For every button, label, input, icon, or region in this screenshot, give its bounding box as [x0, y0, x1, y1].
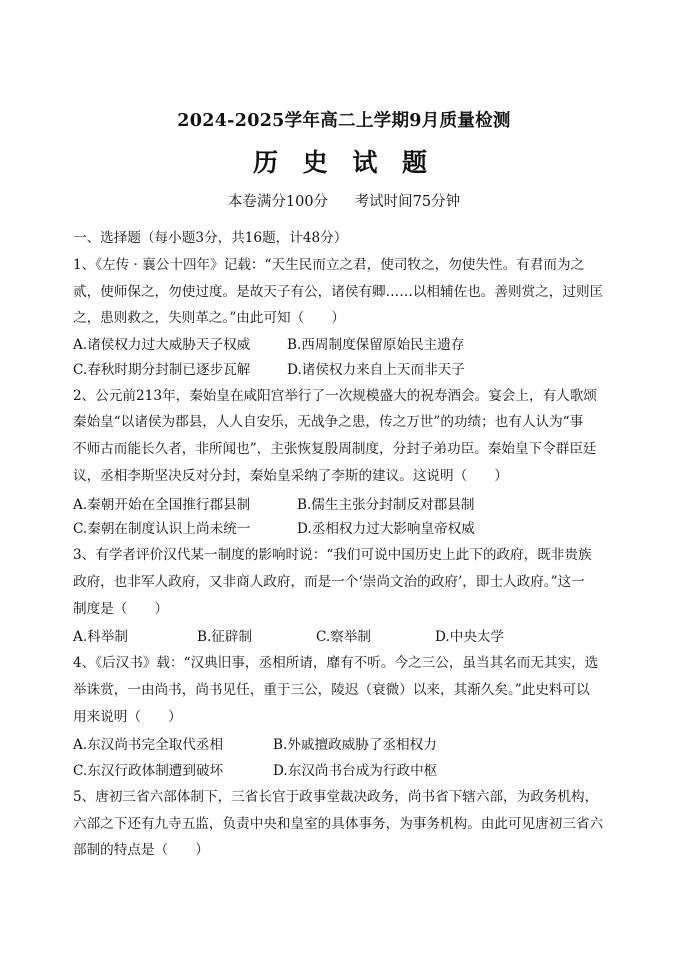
question-2-line-4: 议，丞相李斯坚决反对分封，秦始皇采纳了李斯的建议。这说明（ ）	[73, 468, 508, 484]
question-4-option-d: D.东汉尚书台成为行政中枢	[273, 763, 438, 779]
question-3-option-d: D.中央太学	[435, 629, 505, 645]
question-1-line-1: 1、《左传 · 襄公十四年》记载：“天生民而立之君，使司牧之，勿使失性。有君而为之	[73, 257, 585, 273]
question-5-line-3: 部制的特点是（ ）	[73, 842, 209, 858]
question-4-option-a: A.东汉尚书完全取代丞相	[73, 737, 224, 753]
question-2-line-2: 秦始皇“以诸侯为郡县，人人自安乐，无战争之患，传之万世”的功绩；也有人认为“事	[73, 414, 584, 430]
question-1-option-b: B.西周制度保留原始民主遗存	[287, 337, 465, 353]
question-4-option-c: C.东汉行政体制遭到破坏	[73, 763, 224, 779]
exam-title: 2024-2025学年高二上学期9月质量检测	[177, 111, 511, 131]
question-4-line-1: 4、《后汉书》载：“汉典旧事，丞相所请，靡有不听。今之三公，虽当其名而无其实，选	[73, 655, 599, 671]
question-4-line-2: 举诛赏，一由尚书，尚书见任，重于三公，陵迟（衰微）以来，其渐久矣。”此史料可以	[73, 682, 590, 698]
question-3-option-b: B.征辟制	[197, 629, 253, 645]
exam-time: 考试时间75分钟	[354, 194, 461, 210]
question-3-option-a: A.科举制	[73, 629, 128, 645]
question-1-option-d: D.诸侯权力来自上天而非天子	[287, 362, 465, 378]
question-5-line-1: 5、唐初三省六部体制下，三省长官于政事堂裁决政务，尚书省下辖六部，为政务机构，	[73, 789, 599, 805]
question-1-option-c: C.春秋时期分封制已逐步瓦解	[73, 362, 251, 378]
question-3-line-1: 3、有学者评价汉代某一制度的影响时说：“我们可说中国历史上此下的政府，既非贵族	[73, 547, 592, 563]
question-2-line-1: 2、公元前213年，秦始皇在咸阳宫举行了一次规模盛大的祝寿酒会。宴会上，有人歌颂	[73, 388, 597, 404]
question-1-option-a: A.诸侯权力过大威胁天子权威	[73, 337, 251, 353]
question-3-line-3: 制度是（ ）	[73, 601, 169, 617]
question-4-line-3: 用来说明（ ）	[73, 709, 182, 725]
full-score: 本卷满分100分	[227, 194, 329, 210]
question-5-line-2: 六部之下还有九寺五监，负责中央和皇室的具体事务，为事务机构。由此可见唐初三省六	[73, 816, 604, 832]
question-3-option-c: C.察举制	[316, 629, 372, 645]
question-2-option-a: A.秦朝开始在全国推行郡县制	[73, 497, 251, 513]
section-heading: 一、选择题（每小题3分，共16题，计48分）	[73, 230, 348, 246]
question-2-option-d: D.丞相权力过大影响皇帝权威	[297, 521, 475, 537]
exam-info	[0, 190, 688, 211]
question-2-option-c: C.秦朝在制度认识上尚未统一	[73, 521, 251, 537]
question-4-option-b: B.外戚擅政威胁了丞相权力	[273, 737, 437, 753]
question-2-option-b: B.儒生主张分封制反对郡县制	[297, 497, 475, 513]
question-3-line-2: 政府，也非军人政府，又非商人政府，而是一个‘崇尚文治的政府’，即士人政府。”这一	[73, 574, 585, 590]
question-2-line-3: 不师古而能长久者，非所闻也”，主张恢复殷周制度，分封子弟功臣。秦始皇下令群臣廷	[73, 441, 597, 457]
question-1-line-2: 贰，使师保之，勿使过度。是故天子有公，诸侯有卿……以相辅佐也。善则赏之，过则匡	[73, 284, 604, 300]
question-1-line-3: 之，患则救之，失则革之。”由此可知（ ）	[73, 310, 346, 326]
subject-title: 历 史 试 题	[252, 148, 436, 177]
